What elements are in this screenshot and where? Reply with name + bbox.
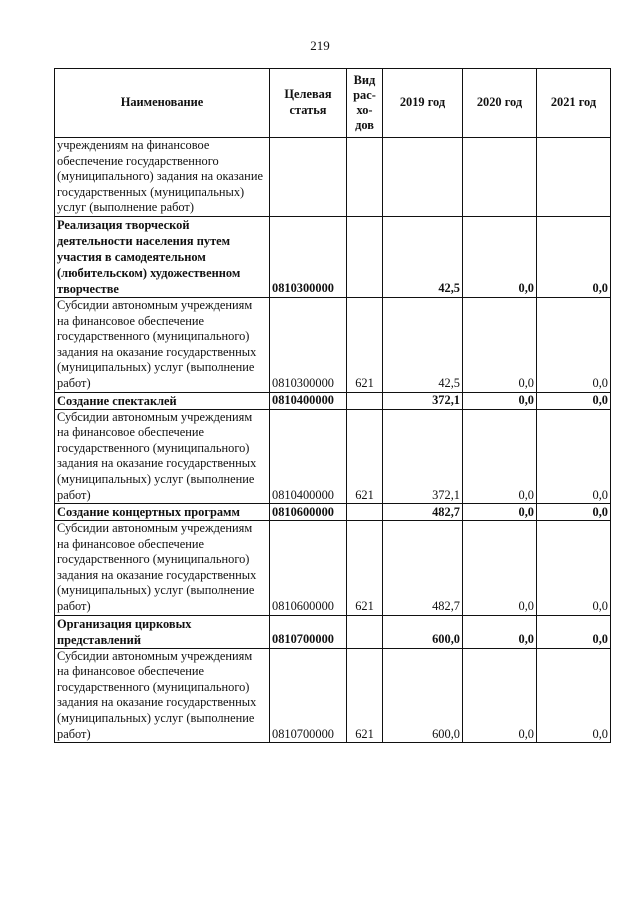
cell-2020: 0,0 [463, 615, 537, 648]
cell-name: Субсидии автономным учреждениям на финансовое обеспечение государственного (муниципального) задания на оказание государственных (муниципальных) услуг (выполнение работ) [55, 297, 270, 392]
cell-2019 [383, 138, 463, 217]
cell-2021: 0,0 [537, 409, 611, 504]
cell-expense-type: 621 [347, 297, 383, 392]
cell-expense-type: 621 [347, 521, 383, 616]
cell-name: учреждениям на финансовое обеспечение государственного (муниципального) задания на оказание государственных (муниципальных) услуг (выполнение работ) [55, 138, 270, 217]
cell-target-code: 0810400000 [270, 409, 347, 504]
table-row [55, 409, 611, 504]
cell-2021: 0,0 [537, 615, 611, 648]
table-row [55, 615, 611, 648]
cell-name: Субсидии автономным учреждениям на финансовое обеспечение государственного (муниципального) задания на оказание государственных (муниципальных) услуг (выполнение работ) [55, 409, 270, 504]
budget-table [54, 68, 611, 743]
cell-target-code: 0810600000 [270, 504, 347, 521]
header-target: Целевая статья [270, 69, 347, 138]
table-row [55, 138, 611, 217]
cell-2020: 0,0 [463, 504, 537, 521]
cell-expense-type: 621 [347, 409, 383, 504]
cell-2019: 42,5 [383, 297, 463, 392]
cell-target-code: 0810300000 [270, 216, 347, 297]
cell-2021 [537, 138, 611, 217]
table-row [55, 297, 611, 392]
cell-target-code: 0810700000 [270, 615, 347, 648]
cell-2020: 0,0 [463, 392, 537, 409]
header-2020: 2020 год [463, 69, 537, 138]
cell-name: Создание концертных программ [55, 504, 270, 521]
cell-expense-type [347, 615, 383, 648]
cell-2020: 0,0 [463, 409, 537, 504]
cell-expense-type [347, 216, 383, 297]
table-row [55, 392, 611, 409]
cell-2021: 0,0 [537, 297, 611, 392]
cell-2020 [463, 138, 537, 217]
cell-target-code [270, 138, 347, 217]
cell-expense-type [347, 504, 383, 521]
cell-name: Субсидии автономным учреждениям на финансовое обеспечение государственного (муниципального) задания на оказание государственных (муниципальных) услуг (выполнение работ) [55, 521, 270, 616]
table-row [55, 648, 611, 743]
cell-expense-type: 621 [347, 648, 383, 743]
cell-2019: 482,7 [383, 521, 463, 616]
table-row [55, 521, 611, 616]
cell-2021: 0,0 [537, 216, 611, 297]
cell-2020: 0,0 [463, 216, 537, 297]
cell-2020: 0,0 [463, 297, 537, 392]
cell-2019: 372,1 [383, 409, 463, 504]
cell-target-code: 0810400000 [270, 392, 347, 409]
cell-name: Субсидии автономным учреждениям на финансовое обеспечение государственного (муниципального) задания на оказание государственных (муниципальных) услуг (выполнение работ) [55, 648, 270, 743]
header-vid: Вид рас- хо- дов [347, 69, 383, 138]
cell-2019: 372,1 [383, 392, 463, 409]
cell-target-code: 0810600000 [270, 521, 347, 616]
cell-2019: 42,5 [383, 216, 463, 297]
cell-2021: 0,0 [537, 392, 611, 409]
cell-2021: 0,0 [537, 521, 611, 616]
table-row [55, 504, 611, 521]
cell-name: Создание спектаклей [55, 392, 270, 409]
header-2021: 2021 год [537, 69, 611, 138]
cell-target-code: 0810700000 [270, 648, 347, 743]
cell-2021: 0,0 [537, 504, 611, 521]
cell-2019: 482,7 [383, 504, 463, 521]
table-header-row [55, 69, 611, 138]
cell-expense-type [347, 392, 383, 409]
cell-2020: 0,0 [463, 648, 537, 743]
header-name: Наименование [55, 69, 270, 138]
cell-name: Реализация творческой деятельности населения путем участия в самодеятельном (любительском) художественном творчестве [55, 216, 270, 297]
header-2019: 2019 год [383, 69, 463, 138]
cell-2020: 0,0 [463, 521, 537, 616]
table-row [55, 216, 611, 297]
cell-2019: 600,0 [383, 615, 463, 648]
page-number: 219 [310, 38, 330, 53]
cell-name: Организация цирковых представлений [55, 615, 270, 648]
cell-target-code: 0810300000 [270, 297, 347, 392]
cell-2021: 0,0 [537, 648, 611, 743]
cell-expense-type [347, 138, 383, 217]
cell-2019: 600,0 [383, 648, 463, 743]
